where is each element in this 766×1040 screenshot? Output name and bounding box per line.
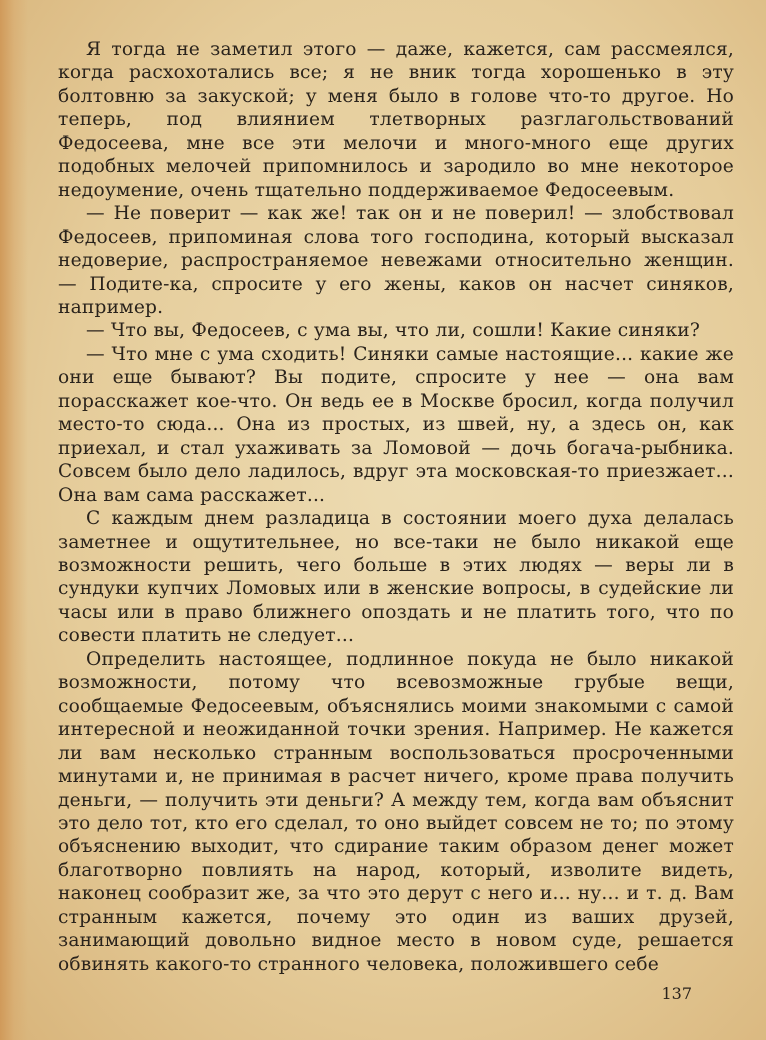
paragraph: — Что мне с ума сходить! Синяки самые настоящие... какие же они еще бывают? Вы подите, спросите у нее — она вам порасскажет кое-что. Он ведь ее в Москве бросил, когда получил место-то сюда... Она из простых, из швей, ну, а здесь он, как приехал, и стал ухаживать за Ломовой — дочь богача-рыбника. Совсем было дело ладилось, вдруг эта московская-то приезжает... Она вам сама расскажет... [58, 343, 734, 506]
page-edge-shadow [0, 0, 28, 1040]
paragraph: — Что вы, Федосеев, с ума вы, что ли, сошли! Какие синяки? [86, 320, 701, 342]
body-text [58, 38, 734, 976]
paragraph: С каждым днем разладица в состоянии моего духа делалась заметнее и ощутительнее, но все-таки не было никакой еще возможности решить, чего больше в этих людях — веры ли в сундуки купчих Ломовых или в женские вопросы, в судейские ли часы или в право ближнего опоздать и не платить того, что по совести платить не следует... [58, 508, 734, 647]
page-number: 137 [661, 984, 692, 1003]
paragraph: Я тогда не заметил этого — даже, кажется, сам рассмеялся, когда расхохотались все; я не вник тогда хорошенько в эту болтовню за закуской; у меня было в голове что-то другое. Но теперь, под влиянием тлетворных разглагольствований Федосеева, мне все эти мелочи и много-много еще других подобных мелочей припомнилось и зародило во мне некоторое недоумение, очень тщательно поддерживаемое Федосеевым. [58, 39, 734, 201]
paragraph: Определить настоящее, подлинное покуда не было никакой возможности, потому что всевозможные грубые вещи, сообщаемые Федосеевым, объяснялись моими знакомыми с самой интересной и неожиданной точки зрения. Например. Не кажется ли вам несколько странным воспользоваться просроченными минутами и, не принимая в расчет ничего, кроме права получить деньги, — получить эти деньги? А между тем, когда вам объяснит это дело тот, кто его сделал, то оно выйдет совсем не то; по этому объяснению выходит, что сдирание таким образом денег может благотворно повлиять на народ, который, изволите видеть, наконец сообразит же, за что это дерут с него и... ну... и т. д. Вам странным кажется, почему это один из ваших друзей, занимающий довольно видное место в новом суде, решается обвинять какого-то странного человека, положившего себе [58, 648, 734, 975]
paragraph: — Не поверит — как же! так он и не поверил! — злобствовал Федосеев, припоминая слова того господина, который высказал недоверие, распространяемое невежами относительно женщин. — Подите-ка, спросите у его жены, каков он насчет синяков, например. [58, 203, 734, 318]
